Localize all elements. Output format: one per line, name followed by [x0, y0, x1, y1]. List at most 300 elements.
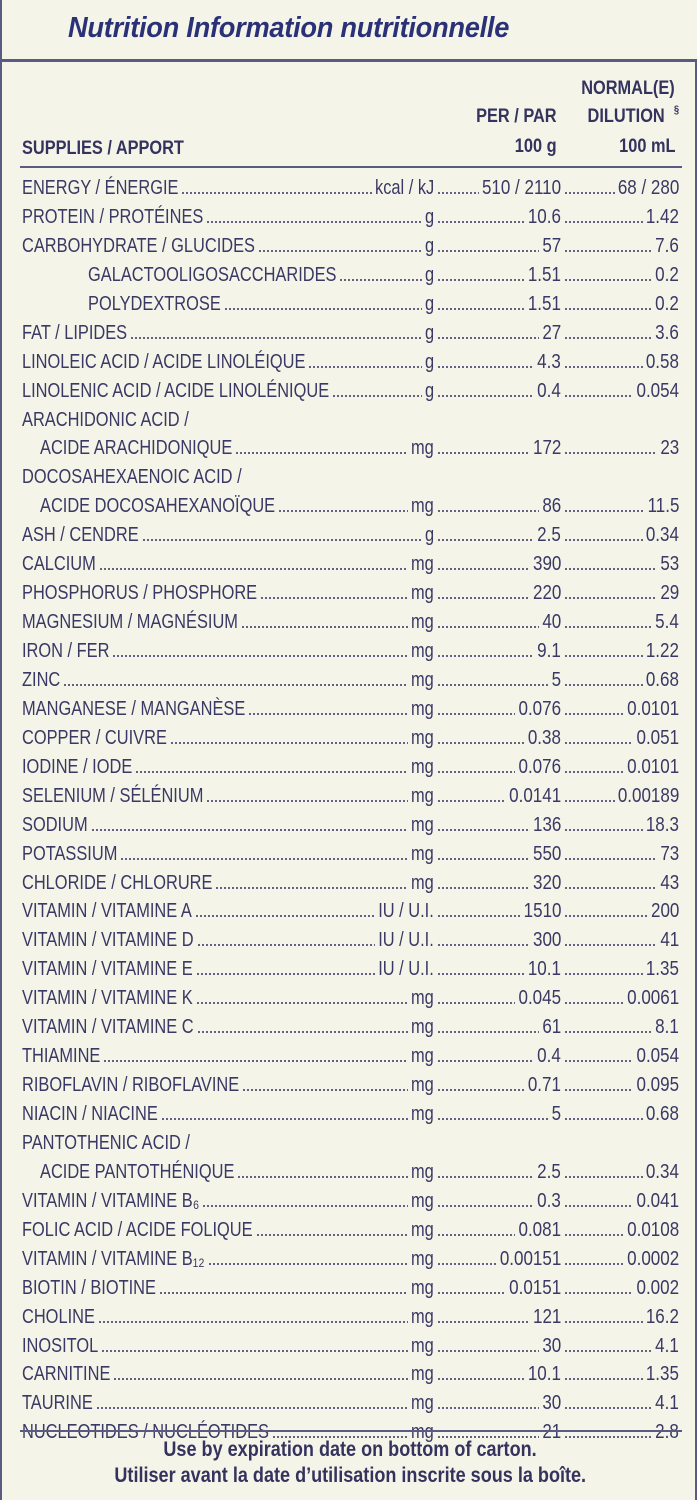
nutrient-label: RIBOFLAVIN / RIBOFLAVINE: [22, 1074, 240, 1097]
dot-leader: [564, 887, 657, 889]
dot-leader: [564, 1263, 624, 1265]
dot-leader: [437, 337, 539, 339]
table-row: [2, 811, 697, 840]
nutrient-label: ARACHIDONIC ACID /: [22, 408, 189, 431]
nutrient-label: PHOSPHORUS / PHOSPHORE: [22, 582, 258, 605]
footer-line1: Use by expiration date on bottom of carton.: [163, 1438, 538, 1461]
dot-leader: [332, 395, 422, 397]
value-per-100g: 0.076: [518, 755, 561, 778]
nutrient-label-cell: [22, 1389, 452, 1418]
nutrient-label: COPPER / CUIVRE: [22, 726, 167, 749]
value-per-100ml: 0.095: [636, 1074, 679, 1097]
nutrient-label-cell: [22, 637, 452, 666]
dot-leader: [242, 1089, 408, 1091]
nutrient-label-cell: [22, 463, 452, 492]
table-row: [2, 1187, 697, 1216]
value-per-100g: 0.0141: [509, 784, 561, 807]
dot-leader: [437, 713, 515, 715]
dot-leader: [196, 973, 376, 975]
nutrient-label-cell: [22, 608, 452, 637]
table-row: [2, 319, 697, 348]
dot-leader: [437, 568, 530, 570]
value-per-100ml: 0.2: [655, 263, 679, 286]
dot-leader: [564, 800, 615, 802]
nutrient-unit: mg: [411, 1160, 434, 1183]
dot-leader: [564, 742, 633, 744]
table-row: [2, 608, 697, 637]
value-per-100g: 0.4: [537, 379, 561, 402]
dot-leader: [564, 655, 643, 657]
nutrient-label-cell: [22, 753, 452, 782]
nutrient-label: INOSITOL: [22, 1334, 99, 1357]
table-row: [2, 869, 697, 898]
value-per-100g: 121: [532, 1305, 561, 1328]
dot-leader: [256, 1234, 409, 1236]
nutrient-label: CALCIUM: [22, 553, 96, 576]
nutrient-label: SELENIUM / SÉLÉNIUM: [22, 784, 204, 807]
value-per-100ml: 0.051: [636, 726, 679, 749]
dot-leader: [437, 684, 549, 686]
nutrient-label-cell: [40, 1158, 452, 1187]
value-per-100ml: 53: [660, 553, 679, 576]
dot-leader: [564, 395, 633, 397]
value-per-100g: 1.51: [527, 292, 561, 315]
nutrient-unit: mg: [411, 582, 434, 605]
nutrient-label-cell: [22, 869, 452, 898]
value-per-100g: 0.045: [518, 987, 561, 1010]
nutrient-unit: g: [424, 234, 434, 257]
nutrient-unit: mg: [411, 1392, 434, 1415]
table-row: [2, 1013, 697, 1042]
value-per-100ml: 3.6: [655, 321, 679, 344]
nutrient-label: ACIDE DOCOSAHEXANOÏQUE: [40, 495, 276, 518]
table-row: [2, 232, 697, 261]
nutrient-label: CHOLINE: [22, 1305, 95, 1328]
nutrient-label: ZINC: [22, 668, 61, 691]
dot-leader: [564, 221, 643, 223]
value-per-100ml: 1.22: [645, 640, 679, 662]
nutrient-unit: mg: [411, 1218, 434, 1241]
value-per-100g: 5: [551, 1103, 561, 1125]
dot-leader: [206, 221, 422, 223]
nutrient-label: VITAMIN / VITAMINE D: [22, 929, 194, 952]
table-row: [2, 1216, 697, 1245]
nutrient-unit: mg: [411, 842, 434, 865]
dot-leader: [237, 1176, 408, 1178]
nutrient-unit: g: [424, 292, 434, 315]
dot-leader: [437, 1031, 539, 1033]
nutrient-label-cell: [22, 550, 452, 579]
nutrient-label-cell: [22, 1013, 452, 1042]
table-row: [2, 1129, 697, 1158]
nutrient-label-cell: [22, 1100, 452, 1129]
dot-leader: [437, 915, 520, 917]
nutrient-unit: mg: [411, 1045, 434, 1068]
dot-leader: [564, 366, 643, 368]
value-per-100ml: 73: [660, 842, 679, 865]
nutrient-unit: g: [424, 205, 434, 228]
dot-leader: [437, 395, 534, 397]
nutrient-unit: mg: [411, 1247, 434, 1270]
dot-leader: [564, 510, 644, 512]
value-per-100ml: 18.3: [645, 813, 679, 836]
nutrient-unit: mg: [411, 755, 434, 778]
value-per-100ml: 1.42: [645, 205, 679, 228]
table-row: [2, 984, 697, 1013]
dot-leader: [215, 887, 408, 889]
dot-leader: [564, 1378, 643, 1380]
nutrient-unit: mg: [411, 553, 434, 576]
nutrient-label: BIOTIN / BIOTINE: [22, 1276, 156, 1299]
value-per-100ml: 41: [660, 929, 679, 952]
dot-leader: [564, 973, 643, 975]
dot-leader: [113, 1378, 408, 1380]
value-per-100g: 1.51: [527, 263, 561, 286]
dot-leader: [564, 337, 652, 339]
table-row: [2, 926, 697, 955]
value-per-100ml: 4.1: [655, 1334, 679, 1357]
value-per-100ml: 68 / 280: [617, 177, 679, 199]
value-per-100ml: 0.68: [645, 668, 679, 691]
nutrient-label: PANTOTHENIC ACID /: [22, 1131, 190, 1154]
nutrient-unit: g: [424, 379, 434, 402]
dot-leader: [564, 308, 652, 310]
nutrient-label: POTASSIUM: [22, 842, 118, 865]
nutrient-label: ACIDE ARACHIDONIQUE: [40, 437, 233, 460]
value-per-100g: 300: [532, 929, 561, 952]
nutrient-label: PROTEIN / PROTÉINES: [22, 205, 204, 228]
value-per-100g: 10.1: [527, 1363, 561, 1386]
value-per-100ml: 2.8: [655, 1421, 679, 1444]
value-per-100g: 0.076: [518, 697, 561, 720]
value-per-100g: 550: [532, 842, 561, 865]
dot-leader: [206, 800, 408, 802]
nutrient-label: NIACIN / NIACINE: [22, 1103, 158, 1125]
nutrient-label: NUCLEOTIDES / NUCLÉOTIDES: [22, 1421, 269, 1444]
value-per-100g: 220: [532, 582, 561, 605]
nutrient-unit: g: [424, 524, 434, 547]
table-row: [2, 1245, 697, 1274]
nutrient-label: TAURINE: [22, 1392, 93, 1415]
dot-leader: [241, 626, 408, 628]
dot-leader: [130, 337, 422, 339]
dot-leader: [564, 1176, 643, 1178]
dot-leader: [564, 1234, 624, 1236]
value-per-100ml: 29: [660, 582, 679, 605]
nutrient-unit: IU / U.I.: [378, 929, 434, 952]
nutrient-unit: mg: [411, 1305, 434, 1328]
dot-leader: [564, 1089, 633, 1091]
dot-leader: [99, 568, 408, 570]
dot-leader: [101, 1350, 408, 1352]
dot-leader: [437, 858, 530, 860]
nutrient-unit: mg: [411, 437, 434, 460]
nutrient-label-cell: [22, 406, 452, 435]
value-per-100ml: 200: [650, 900, 679, 923]
dot-leader: [564, 279, 652, 281]
dot-leader: [437, 279, 525, 281]
dot-leader: [181, 192, 371, 194]
nutrient-label-cell: [40, 434, 452, 463]
value-per-100g: 2.5: [537, 524, 561, 547]
header-rule: [20, 166, 682, 168]
table-row: [2, 1158, 697, 1187]
dot-leader: [437, 800, 506, 802]
value-per-100g: 30: [542, 1334, 561, 1357]
nutrient-label-cell: [22, 1071, 452, 1100]
value-per-100g: 4.3: [537, 350, 561, 373]
dot-leader: [564, 452, 657, 454]
value-per-100ml: 0.002: [636, 1276, 679, 1299]
dot-leader: [91, 829, 409, 831]
dot-leader: [437, 510, 539, 512]
dot-leader: [564, 858, 657, 860]
dot-leader: [437, 626, 539, 628]
value-per-100ml: 11.5: [647, 495, 679, 518]
nutrient-label-cell: [22, 521, 452, 550]
nutrient-label-cell: [22, 348, 452, 377]
table-row: [2, 1042, 697, 1071]
table-row: [2, 550, 697, 579]
dot-leader: [437, 192, 479, 194]
dot-leader: [437, 1321, 530, 1323]
nutrient-label-cell: [22, 1245, 452, 1274]
dot-leader: [564, 1118, 643, 1120]
dot-leader: [437, 1407, 539, 1409]
nutrient-label-cell: [22, 1042, 452, 1071]
dot-leader: [202, 1205, 408, 1207]
dot-leader: [437, 597, 530, 599]
dot-leader: [564, 944, 657, 946]
nutrient-label: MAGNESIUM / MAGNÉSIUM: [22, 611, 238, 634]
dot-leader: [437, 1089, 525, 1091]
dot-leader: [195, 915, 376, 917]
dot-leader: [437, 1002, 515, 1004]
nutrient-label: POLYDEXTROSE: [88, 292, 221, 315]
nutrient-unit: mg: [411, 1074, 434, 1097]
nutrient-label: LINOLEIC ACID / ACIDE LINOLÉIQUE: [22, 350, 306, 373]
dot-leader: [564, 1292, 633, 1294]
dot-leader: [224, 308, 422, 310]
value-per-100ml: 0.0101: [627, 697, 679, 720]
nutrient-unit: mg: [411, 1276, 434, 1299]
dot-leader: [564, 771, 624, 773]
table-row: [2, 521, 697, 550]
table-row: [2, 1071, 697, 1100]
dot-leader: [437, 742, 525, 744]
value-per-100g: 5: [551, 668, 561, 691]
dot-leader: [564, 250, 652, 252]
dot-leader: [564, 1205, 633, 1207]
value-per-100ml: 0.58: [645, 350, 679, 373]
title-bar: [2, 0, 697, 62]
table-row: [2, 1274, 697, 1303]
nutrient-label-cell: [40, 492, 452, 521]
value-per-100ml: 0.0061: [627, 987, 679, 1010]
nutrient-unit: mg: [411, 495, 434, 518]
table-row: [2, 840, 697, 869]
dot-leader: [159, 1292, 408, 1294]
value-per-100g: 0.4: [537, 1045, 561, 1068]
dot-leader: [208, 1263, 409, 1265]
nutrient-unit: mg: [411, 640, 434, 662]
nutrient-unit: mg: [411, 1363, 434, 1386]
dot-leader: [564, 684, 643, 686]
dot-leader: [564, 1031, 652, 1033]
nutrient-label-cell: [22, 811, 452, 840]
nutrient-label-cell: [22, 724, 452, 753]
table-row: [2, 955, 697, 984]
nutrient-label-cell: [88, 290, 452, 319]
nutrient-label-cell: [22, 377, 452, 406]
nutrient-label: CARNITINE: [22, 1363, 111, 1386]
table-row: [2, 724, 697, 753]
dot-leader: [437, 1350, 539, 1352]
value-per-100ml: 0.68: [645, 1103, 679, 1125]
nutrient-label: MANGANESE / MANGANÈSE: [22, 697, 246, 720]
value-per-100g: 0.3: [537, 1189, 561, 1212]
table-row: [2, 290, 697, 319]
table-row: [2, 1360, 697, 1389]
nutrient-table: [2, 174, 697, 1447]
nutrient-label: LINOLENIC ACID / ACIDE LINOLÉNIQUE: [22, 379, 330, 402]
nutrient-unit: mg: [411, 784, 434, 807]
value-per-100g: 27: [542, 321, 561, 344]
table-row: [2, 637, 697, 666]
dot-leader: [564, 568, 657, 570]
nutrient-unit: mg: [411, 668, 434, 691]
dot-leader: [120, 858, 408, 860]
dot-leader: [112, 655, 408, 657]
dot-leader: [161, 1118, 408, 1120]
dot-leader: [437, 1060, 534, 1062]
nutrient-label: DOCOSAHEXAENOIC ACID /: [22, 466, 242, 489]
dot-leader: [564, 539, 643, 541]
dot-leader: [197, 944, 376, 946]
value-per-100g: 510 / 2110: [481, 177, 561, 199]
value-per-100ml: 43: [660, 871, 679, 894]
nutrient-label-cell: [22, 1303, 452, 1332]
nutrient-label: VITAMIN / VITAMINE C: [22, 1016, 194, 1039]
nutrient-label-cell: [22, 1274, 452, 1303]
dot-leader: [170, 742, 408, 744]
nutrient-label: FAT / LIPIDES: [22, 321, 128, 344]
value-per-100ml: 0.054: [636, 1045, 679, 1068]
value-per-100ml: 0.0002: [627, 1247, 679, 1270]
dot-leader: [260, 597, 408, 599]
nutrient-label-cell: [88, 261, 452, 290]
value-per-100ml: 0.0108: [627, 1218, 679, 1241]
value-per-100ml: 23: [660, 437, 679, 460]
nutrient-unit: IU / U.I.: [378, 900, 434, 923]
dot-leader: [437, 944, 530, 946]
dot-leader: [564, 829, 643, 831]
footer-rule: [20, 1430, 682, 1432]
value-per-100ml: 0.2: [655, 292, 679, 315]
value-per-100g: 0.0151: [509, 1276, 561, 1299]
dot-leader: [308, 366, 421, 368]
table-row: [2, 666, 697, 695]
nutrient-unit: mg: [411, 697, 434, 720]
value-per-100ml: 0.34: [645, 524, 679, 547]
value-per-100g: 0.081: [518, 1218, 561, 1241]
nutrient-label-cell: [22, 1129, 452, 1158]
header-section-mark: §: [673, 104, 679, 116]
nutrient-unit: mg: [411, 987, 434, 1010]
nutrient-unit: kcal / kJ: [374, 177, 434, 199]
nutrient-label-cell: [22, 579, 452, 608]
nutrient-label: CHLORIDE / CHLORURE: [22, 871, 213, 894]
nutrient-label-cell: [22, 782, 452, 811]
header-normal-dilution-line2: DILUTION: [587, 106, 665, 127]
value-per-100g: 0.38: [527, 726, 561, 749]
dot-leader: [437, 655, 534, 657]
dot-leader: [564, 1407, 652, 1409]
table-row: [2, 492, 697, 521]
table-row: [2, 1389, 697, 1418]
dot-leader: [235, 452, 408, 454]
value-per-100g: 172: [532, 437, 561, 460]
dot-leader: [63, 684, 408, 686]
dot-leader: [564, 1321, 643, 1323]
nutrient-label-cell: [22, 319, 452, 348]
value-per-100ml: 0.34: [645, 1160, 679, 1183]
dot-leader: [278, 510, 408, 512]
nutrient-label: IODINE / IODE: [22, 755, 133, 778]
value-per-100g: 0.00151: [499, 1247, 561, 1270]
nutrient-label: ENERGY / ÉNERGIE: [22, 177, 179, 199]
nutrient-unit: mg: [411, 1421, 434, 1444]
nutrient-label-cell: [22, 666, 452, 695]
dot-leader: [564, 597, 657, 599]
table-row: [2, 782, 697, 811]
dot-leader: [437, 1378, 525, 1380]
value-per-100g: 9.1: [537, 640, 561, 662]
nutrient-unit: g: [424, 350, 434, 373]
nutrient-unit: mg: [411, 1189, 434, 1212]
value-per-100ml: 8.1: [655, 1016, 679, 1039]
dot-leader: [437, 221, 525, 223]
nutrient-label-cell: [22, 1216, 452, 1245]
dot-leader: [437, 1176, 534, 1178]
dot-leader: [437, 366, 534, 368]
nutrient-unit: mg: [411, 813, 434, 836]
table-row: [2, 695, 697, 724]
dot-leader: [437, 829, 530, 831]
nutrient-label-cell: [22, 840, 452, 869]
dot-leader: [564, 1002, 624, 1004]
header-normal-dilution-line1: NORMAL(E): [581, 78, 675, 99]
table-row: [2, 348, 697, 377]
dot-leader: [564, 1350, 652, 1352]
dot-leader: [248, 713, 408, 715]
value-per-100ml: 0.054: [636, 379, 679, 402]
header-per-line1: PER / PAR: [476, 106, 557, 127]
dot-leader: [437, 887, 530, 889]
value-per-100g: 86: [542, 495, 561, 518]
dot-leader: [437, 1292, 506, 1294]
value-per-100g: 1510: [523, 900, 561, 923]
nutrient-label-cell: [22, 1360, 452, 1389]
value-per-100g: 136: [532, 813, 561, 836]
dot-leader: [437, 771, 515, 773]
nutrient-label: GALACTOOLIGOSACCHARIDES: [88, 263, 337, 286]
value-per-100ml: 0.041: [636, 1189, 679, 1212]
value-per-100ml: 5.4: [655, 611, 679, 634]
nutrient-label-cell: [22, 1332, 452, 1361]
dot-leader: [197, 1031, 409, 1033]
value-per-100g: 2.5: [537, 1160, 561, 1183]
